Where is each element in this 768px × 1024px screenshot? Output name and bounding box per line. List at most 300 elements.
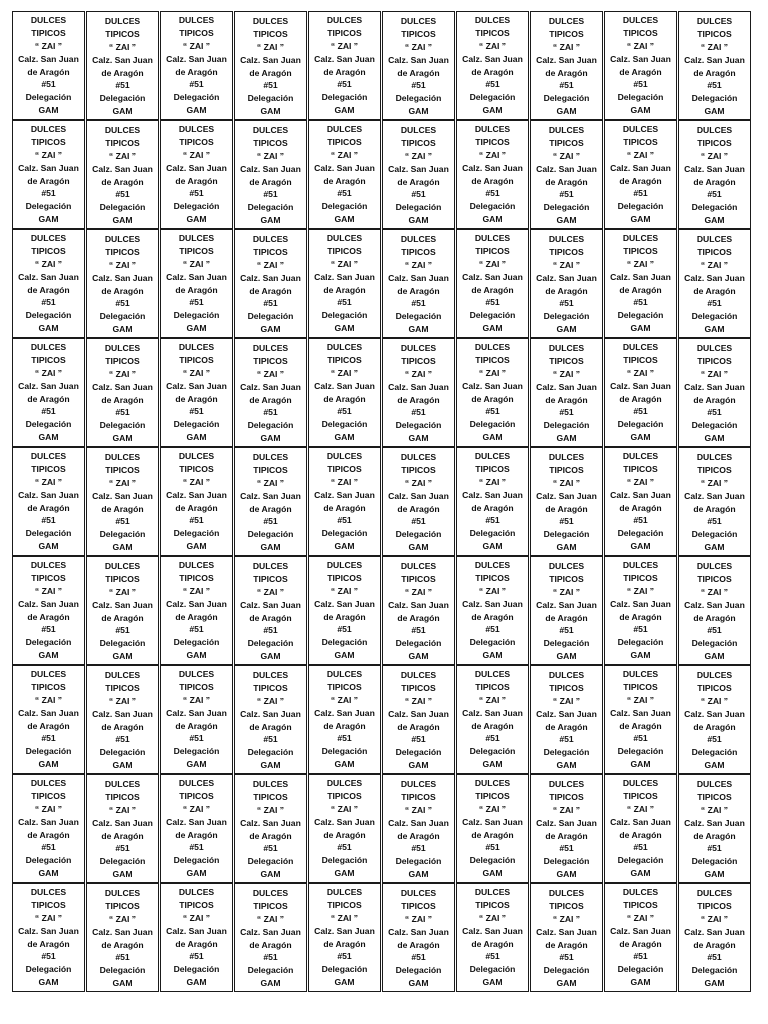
label-line5: de Aragón	[323, 175, 366, 186]
label-line1: DULCES	[622, 669, 659, 680]
label-line1: DULCES	[252, 779, 289, 790]
label-line4: Calz. San Juan	[18, 925, 79, 936]
label-line8: GAM	[630, 649, 651, 660]
label-line2: TIPICOS	[179, 682, 214, 693]
label-line2: TIPICOS	[179, 791, 214, 802]
label-line1: DULCES	[326, 124, 363, 135]
business-label	[86, 229, 159, 338]
label-line7: Delegación	[395, 747, 442, 758]
label-line8: GAM	[186, 213, 207, 224]
label-line3: “ ZAI ”	[478, 803, 507, 814]
label-line1: DULCES	[696, 561, 733, 572]
label-line8: GAM	[186, 976, 207, 987]
label-line5: de Aragón	[397, 612, 440, 623]
label-line1: DULCES	[474, 124, 511, 135]
label-line4: Calz. San Juan	[314, 162, 375, 173]
label-line8: GAM	[704, 323, 725, 334]
label-line4: Calz. San Juan	[240, 599, 301, 610]
label-line4: Calz. San Juan	[314, 271, 375, 282]
label-line5: de Aragón	[397, 830, 440, 841]
label-line8: GAM	[38, 867, 59, 878]
label-line8: GAM	[186, 867, 207, 878]
label-line5: de Aragón	[545, 830, 588, 841]
label-line7: Delegación	[99, 747, 146, 758]
label-line1: DULCES	[30, 451, 67, 462]
label-line4: Calz. San Juan	[166, 380, 227, 391]
business-label	[12, 338, 85, 447]
label-line2: TIPICOS	[401, 683, 436, 694]
label-line4: Calz. San Juan	[610, 380, 671, 391]
label-line2: TIPICOS	[31, 464, 66, 475]
label-line6: #51	[189, 406, 204, 417]
label-line8: GAM	[260, 977, 281, 988]
label-line5: de Aragón	[397, 394, 440, 405]
label-line3: “ ZAI ”	[404, 804, 433, 815]
label-line4: Calz. San Juan	[462, 162, 523, 173]
label-line4: Calz. San Juan	[388, 708, 449, 719]
label-line3: “ ZAI ”	[404, 41, 433, 52]
label-line1: DULCES	[326, 778, 363, 789]
label-line1: DULCES	[474, 560, 511, 571]
business-label	[456, 11, 529, 120]
label-line4: Calz. San Juan	[462, 380, 523, 391]
label-line1: DULCES	[400, 125, 437, 136]
label-line6: #51	[485, 297, 500, 308]
label-line5: de Aragón	[249, 721, 292, 732]
label-line1: DULCES	[400, 561, 437, 572]
label-line7: Delegación	[321, 637, 368, 648]
business-label	[234, 229, 307, 338]
label-line3: “ ZAI ”	[626, 40, 655, 51]
label-line3: “ ZAI ”	[182, 40, 211, 51]
label-line8: GAM	[186, 649, 207, 660]
label-line8: GAM	[38, 322, 59, 333]
label-line2: TIPICOS	[475, 137, 510, 148]
label-line8: GAM	[482, 104, 503, 115]
business-label	[160, 665, 233, 774]
label-line2: TIPICOS	[697, 247, 732, 258]
label-line5: de Aragón	[175, 720, 218, 731]
label-line3: “ ZAI ”	[404, 368, 433, 379]
business-label	[382, 229, 455, 338]
business-label	[604, 883, 677, 992]
label-line2: TIPICOS	[549, 29, 584, 40]
label-line1: DULCES	[400, 888, 437, 899]
business-label	[530, 120, 603, 229]
label-line8: GAM	[260, 759, 281, 770]
label-line3: “ ZAI ”	[626, 476, 655, 487]
label-line8: GAM	[260, 105, 281, 116]
label-line6: #51	[263, 843, 278, 854]
label-line7: Delegación	[99, 638, 146, 649]
label-line7: Delegación	[469, 310, 516, 321]
label-line6: #51	[115, 843, 130, 854]
business-label	[604, 447, 677, 556]
label-line1: DULCES	[548, 888, 585, 899]
label-line7: Delegación	[543, 747, 590, 758]
label-line7: Delegación	[321, 855, 368, 866]
label-line6: #51	[189, 951, 204, 962]
label-line1: DULCES	[178, 560, 215, 571]
label-line2: TIPICOS	[475, 791, 510, 802]
business-label	[678, 229, 751, 338]
business-label	[382, 556, 455, 665]
label-line7: Delegación	[543, 311, 590, 322]
label-line3: “ ZAI ”	[256, 259, 285, 270]
label-line3: “ ZAI ”	[552, 913, 581, 924]
label-line5: de Aragón	[249, 285, 292, 296]
label-line1: DULCES	[178, 15, 215, 26]
label-line2: TIPICOS	[105, 356, 140, 367]
label-line4: Calz. San Juan	[166, 271, 227, 282]
label-line5: de Aragón	[545, 176, 588, 187]
label-line4: Calz. San Juan	[240, 163, 301, 174]
label-line7: Delegación	[247, 856, 294, 867]
label-line8: GAM	[556, 868, 577, 879]
label-line1: DULCES	[178, 451, 215, 462]
label-line4: Calz. San Juan	[462, 489, 523, 500]
label-line5: de Aragón	[545, 612, 588, 623]
label-line4: Calz. San Juan	[314, 707, 375, 718]
label-line8: GAM	[630, 431, 651, 442]
label-line2: TIPICOS	[401, 901, 436, 912]
label-line2: TIPICOS	[549, 356, 584, 367]
business-label	[234, 665, 307, 774]
label-line2: TIPICOS	[179, 900, 214, 911]
business-label	[86, 338, 159, 447]
business-label	[678, 774, 751, 883]
label-line3: “ ZAI ”	[330, 258, 359, 269]
label-line6: #51	[41, 515, 56, 526]
label-line6: #51	[411, 843, 426, 854]
label-line8: GAM	[704, 541, 725, 552]
label-line3: “ ZAI ”	[256, 41, 285, 52]
label-line4: Calz. San Juan	[462, 271, 523, 282]
label-line6: #51	[633, 79, 648, 90]
label-line4: Calz. San Juan	[388, 381, 449, 392]
label-line2: TIPICOS	[31, 682, 66, 693]
label-line6: #51	[263, 298, 278, 309]
label-line2: TIPICOS	[31, 246, 66, 257]
label-line3: “ ZAI ”	[256, 150, 285, 161]
label-line4: Calz. San Juan	[462, 925, 523, 936]
label-line1: DULCES	[474, 342, 511, 353]
label-line8: GAM	[704, 105, 725, 116]
label-line5: de Aragón	[397, 939, 440, 950]
label-line1: DULCES	[548, 125, 585, 136]
label-line5: de Aragón	[693, 721, 736, 732]
label-line6: #51	[263, 952, 278, 963]
business-label	[456, 120, 529, 229]
business-label	[160, 120, 233, 229]
label-line7: Delegación	[99, 311, 146, 322]
business-label	[678, 338, 751, 447]
label-line3: “ ZAI ”	[700, 259, 729, 270]
label-line4: Calz. San Juan	[536, 54, 597, 65]
label-line2: TIPICOS	[549, 247, 584, 258]
label-line4: Calz. San Juan	[536, 490, 597, 501]
label-line6: #51	[707, 189, 722, 200]
label-line5: de Aragón	[249, 830, 292, 841]
label-line4: Calz. San Juan	[240, 708, 301, 719]
label-line8: GAM	[630, 540, 651, 551]
label-line6: #51	[189, 842, 204, 853]
label-line7: Delegación	[543, 420, 590, 431]
label-line7: Delegación	[469, 419, 516, 430]
label-line2: TIPICOS	[327, 464, 362, 475]
label-line3: “ ZAI ”	[34, 912, 63, 923]
label-line3: “ ZAI ”	[478, 149, 507, 160]
label-line1: DULCES	[326, 560, 363, 571]
label-line1: DULCES	[548, 16, 585, 27]
label-line5: de Aragón	[27, 284, 70, 295]
label-line4: Calz. San Juan	[18, 816, 79, 827]
label-line5: de Aragón	[101, 67, 144, 78]
label-line4: Calz. San Juan	[240, 381, 301, 392]
label-line7: Delegación	[321, 92, 368, 103]
label-line7: Delegación	[543, 202, 590, 213]
business-label	[234, 774, 307, 883]
business-label	[456, 229, 529, 338]
label-line3: “ ZAI ”	[182, 585, 211, 596]
label-line5: de Aragón	[619, 393, 662, 404]
label-line7: Delegación	[321, 419, 368, 430]
label-line2: TIPICOS	[549, 465, 584, 476]
label-line1: DULCES	[474, 887, 511, 898]
label-line1: DULCES	[474, 669, 511, 680]
business-label	[382, 774, 455, 883]
label-line2: TIPICOS	[401, 138, 436, 149]
label-line3: “ ZAI ”	[34, 258, 63, 269]
label-line7: Delegación	[617, 92, 664, 103]
label-line1: DULCES	[696, 234, 733, 245]
label-line2: TIPICOS	[401, 792, 436, 803]
label-line2: TIPICOS	[105, 792, 140, 803]
label-line4: Calz. San Juan	[684, 163, 745, 174]
label-line8: GAM	[482, 976, 503, 987]
label-line6: #51	[707, 298, 722, 309]
label-line4: Calz. San Juan	[684, 817, 745, 828]
label-line5: de Aragón	[545, 394, 588, 405]
label-line2: TIPICOS	[697, 901, 732, 912]
label-line8: GAM	[408, 105, 429, 116]
label-line4: Calz. San Juan	[610, 816, 671, 827]
label-line2: TIPICOS	[327, 791, 362, 802]
label-line3: “ ZAI ”	[552, 368, 581, 379]
label-line2: TIPICOS	[623, 900, 658, 911]
label-line8: GAM	[334, 649, 355, 660]
label-line5: de Aragón	[471, 175, 514, 186]
label-line3: “ ZAI ”	[404, 695, 433, 706]
label-line6: #51	[41, 79, 56, 90]
label-line8: GAM	[408, 759, 429, 770]
label-line5: de Aragón	[175, 502, 218, 513]
label-line1: DULCES	[30, 15, 67, 26]
label-line2: TIPICOS	[549, 574, 584, 585]
business-label	[234, 883, 307, 992]
label-line5: de Aragón	[397, 721, 440, 732]
business-label	[382, 120, 455, 229]
label-line8: GAM	[112, 323, 133, 334]
label-line8: GAM	[260, 541, 281, 552]
label-line7: Delegación	[321, 528, 368, 539]
label-line5: de Aragón	[693, 67, 736, 78]
label-line5: de Aragón	[101, 503, 144, 514]
label-line5: de Aragón	[693, 830, 736, 841]
label-line6: #51	[633, 188, 648, 199]
label-line2: TIPICOS	[253, 901, 288, 912]
business-label	[86, 883, 159, 992]
label-line3: “ ZAI ”	[626, 803, 655, 814]
label-line6: #51	[337, 951, 352, 962]
business-label	[456, 774, 529, 883]
label-line7: Delegación	[691, 747, 738, 758]
business-label	[456, 665, 529, 774]
business-label	[234, 556, 307, 665]
label-line1: DULCES	[326, 342, 363, 353]
label-line2: TIPICOS	[697, 465, 732, 476]
label-line1: DULCES	[548, 561, 585, 572]
label-line3: “ ZAI ”	[552, 150, 581, 161]
label-line4: Calz. San Juan	[166, 598, 227, 609]
label-line6: #51	[337, 188, 352, 199]
label-line1: DULCES	[326, 233, 363, 244]
label-line1: DULCES	[622, 560, 659, 571]
label-line3: “ ZAI ”	[478, 476, 507, 487]
business-label	[308, 883, 381, 992]
label-line8: GAM	[112, 541, 133, 552]
label-line5: de Aragón	[397, 67, 440, 78]
label-line8: GAM	[112, 214, 133, 225]
business-label	[678, 883, 751, 992]
label-line2: TIPICOS	[549, 792, 584, 803]
label-line3: “ ZAI ”	[478, 694, 507, 705]
label-line5: de Aragón	[101, 176, 144, 187]
label-line5: de Aragón	[249, 394, 292, 405]
label-line4: Calz. San Juan	[18, 598, 79, 609]
label-line4: Calz. San Juan	[684, 926, 745, 937]
label-line3: “ ZAI ”	[552, 41, 581, 52]
label-line5: de Aragón	[323, 66, 366, 77]
label-line5: de Aragón	[619, 66, 662, 77]
label-line1: DULCES	[178, 778, 215, 789]
label-line6: #51	[115, 298, 130, 309]
label-line7: Delegación	[395, 93, 442, 104]
label-line8: GAM	[704, 432, 725, 443]
label-line1: DULCES	[400, 670, 437, 681]
label-line3: “ ZAI ”	[552, 477, 581, 488]
label-line5: de Aragón	[323, 284, 366, 295]
business-label	[86, 556, 159, 665]
label-line4: Calz. San Juan	[92, 381, 153, 392]
label-line2: TIPICOS	[31, 137, 66, 148]
label-line1: DULCES	[622, 124, 659, 135]
label-line4: Calz. San Juan	[684, 54, 745, 65]
label-line3: “ ZAI ”	[478, 585, 507, 596]
label-line1: DULCES	[400, 343, 437, 354]
label-line2: TIPICOS	[179, 246, 214, 257]
label-line1: DULCES	[326, 451, 363, 462]
label-line8: GAM	[408, 214, 429, 225]
business-label	[678, 556, 751, 665]
label-line3: “ ZAI ”	[34, 694, 63, 705]
label-line8: GAM	[408, 432, 429, 443]
label-line4: Calz. San Juan	[388, 163, 449, 174]
label-line4: Calz. San Juan	[684, 381, 745, 392]
label-line7: Delegación	[173, 92, 220, 103]
business-label	[530, 556, 603, 665]
label-line1: DULCES	[104, 452, 141, 463]
label-line6: #51	[189, 297, 204, 308]
label-line6: #51	[115, 80, 130, 91]
label-line8: GAM	[408, 323, 429, 334]
label-line6: #51	[115, 516, 130, 527]
label-line3: “ ZAI ”	[404, 259, 433, 270]
label-line5: de Aragón	[619, 938, 662, 949]
label-line6: #51	[115, 734, 130, 745]
label-line4: Calz. San Juan	[536, 599, 597, 610]
label-line5: de Aragón	[101, 612, 144, 623]
label-line7: Delegación	[173, 964, 220, 975]
label-line6: #51	[337, 624, 352, 635]
label-line7: Delegación	[25, 637, 72, 648]
business-label	[308, 665, 381, 774]
label-line1: DULCES	[252, 452, 289, 463]
label-line2: TIPICOS	[253, 574, 288, 585]
label-line8: GAM	[112, 432, 133, 443]
label-line5: de Aragón	[175, 284, 218, 295]
label-line2: TIPICOS	[327, 573, 362, 584]
label-line4: Calz. San Juan	[684, 599, 745, 610]
label-line6: #51	[559, 80, 574, 91]
label-line4: Calz. San Juan	[92, 926, 153, 937]
label-line5: de Aragón	[175, 175, 218, 186]
label-line7: Delegación	[469, 964, 516, 975]
label-line7: Delegación	[25, 92, 72, 103]
business-label	[456, 447, 529, 556]
label-line8: GAM	[334, 540, 355, 551]
label-line6: #51	[41, 733, 56, 744]
label-line6: #51	[633, 515, 648, 526]
label-line7: Delegación	[469, 201, 516, 212]
label-line2: TIPICOS	[105, 901, 140, 912]
business-label	[234, 120, 307, 229]
label-line7: Delegación	[617, 201, 664, 212]
label-line8: GAM	[38, 104, 59, 115]
label-line6: #51	[633, 842, 648, 853]
label-line6: #51	[633, 733, 648, 744]
label-line8: GAM	[112, 105, 133, 116]
label-line2: TIPICOS	[31, 573, 66, 584]
label-line6: #51	[707, 843, 722, 854]
label-line8: GAM	[186, 322, 207, 333]
label-line2: TIPICOS	[253, 465, 288, 476]
label-line2: TIPICOS	[549, 138, 584, 149]
label-line7: Delegación	[99, 529, 146, 540]
label-line4: Calz. San Juan	[610, 598, 671, 609]
label-line4: Calz. San Juan	[536, 381, 597, 392]
label-line7: Delegación	[469, 637, 516, 648]
label-line5: de Aragón	[323, 393, 366, 404]
business-label	[86, 11, 159, 120]
label-line1: DULCES	[548, 452, 585, 463]
label-line3: “ ZAI ”	[330, 803, 359, 814]
label-line6: #51	[263, 734, 278, 745]
label-line5: de Aragón	[693, 176, 736, 187]
label-line8: GAM	[704, 868, 725, 879]
business-label	[530, 447, 603, 556]
label-line7: Delegación	[691, 529, 738, 540]
